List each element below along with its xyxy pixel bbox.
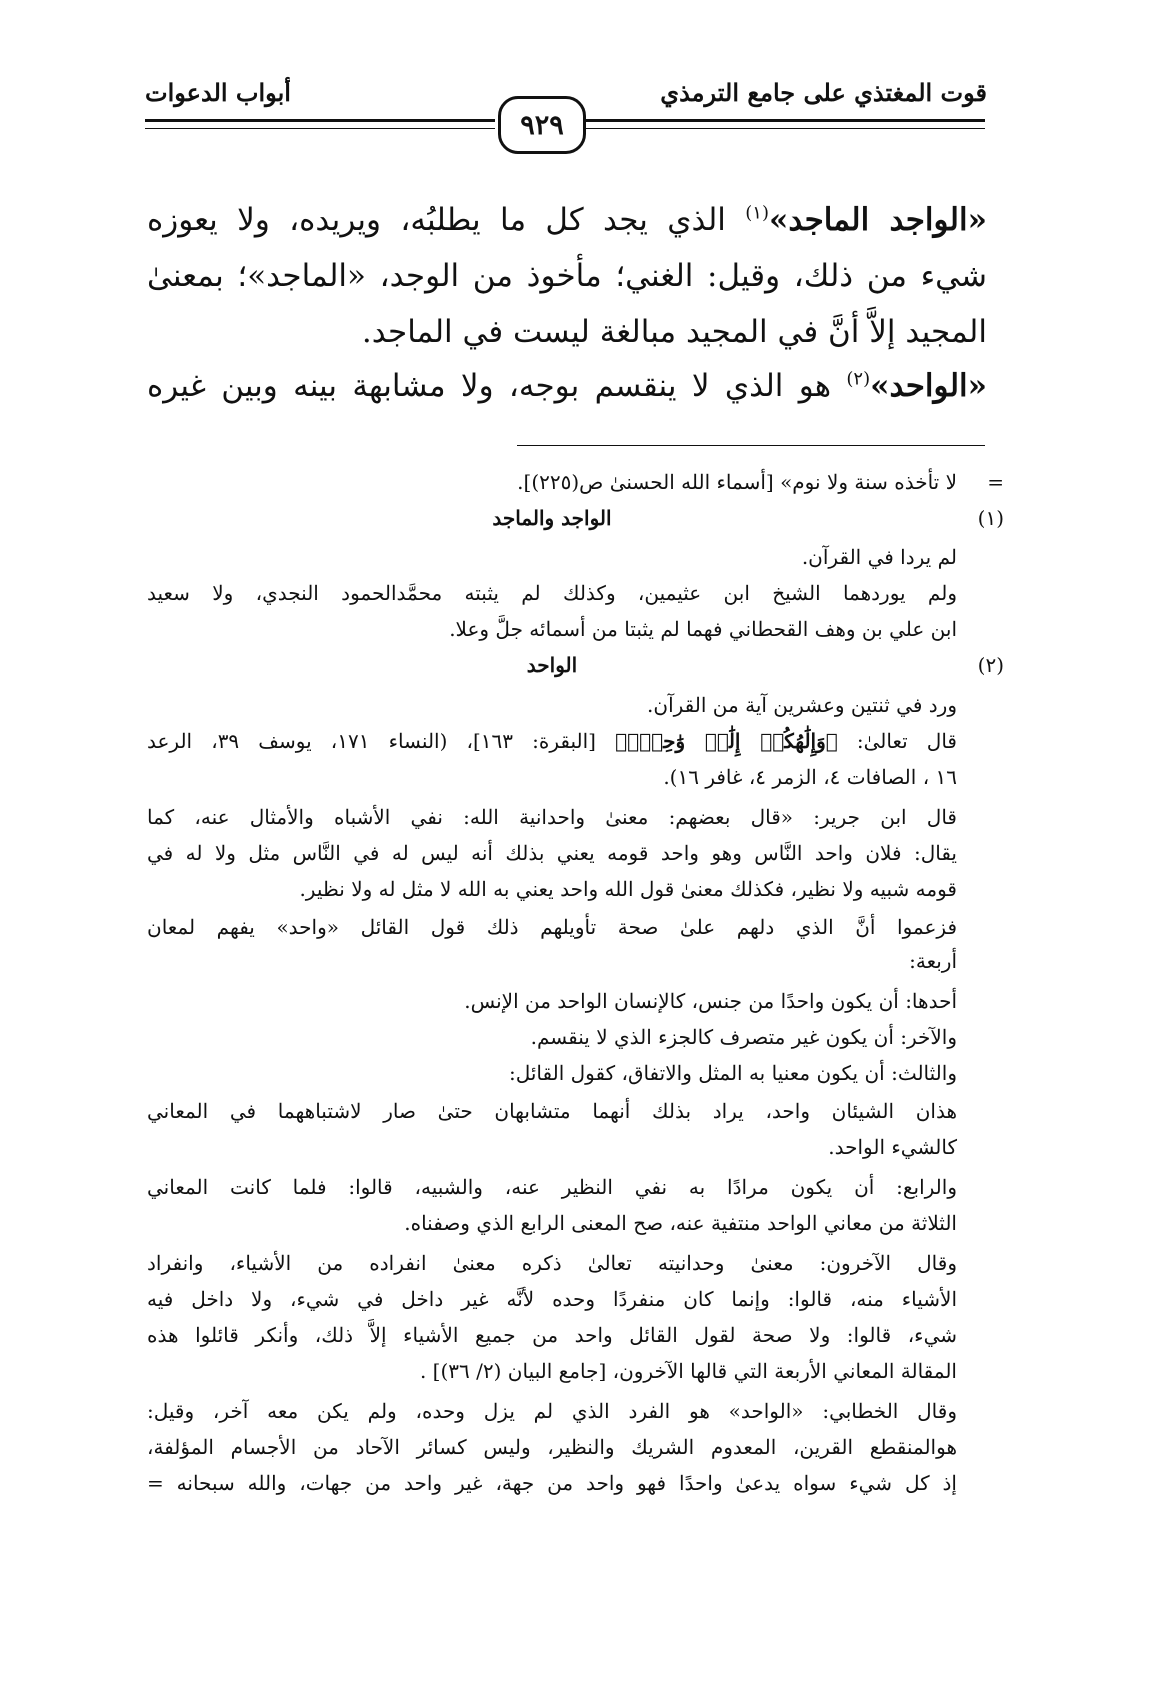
continuation-marker: = — [987, 470, 1004, 494]
footnote-line: ورد في ثنتين وعشرين آية من القرآن. — [647, 693, 957, 717]
term-wajid-majid: «الواجد الماجد» — [768, 202, 987, 238]
footnote-line: ابن علي بن وهف القحطاني فهما لم يثبتا من أسمائه جلَّ وعلا. — [449, 617, 957, 641]
footnote-line: شيء، قالوا: ولا صحة لقول القائل واحد من جميع الأشياء إلاَّ ذلك، وأنكر قائلوا هذه — [147, 1323, 957, 1347]
footnote-line: إذ كل شيء سواه يدعىٰ واحدًا فهو واحد من جهة، غير واحد من جهات، والله سبحانه = — [147, 1471, 957, 1495]
footnote-ref: (١) — [745, 202, 769, 224]
main-text-line — [147, 192, 987, 248]
footnote-line: والرابع: أن يكون مرادًا به نفي النظير عنه، والشبيه، قالوا: فلما كانت المعاني — [147, 1175, 957, 1199]
footnote-marker-2: (٢) — [977, 653, 1004, 677]
footnote-heading: الواحد — [526, 653, 578, 677]
footnote-line: أربعة: — [909, 949, 957, 973]
footnote-line: وقال الآخرون: معنىٰ وحدانيته تعالىٰ ذكره معنىٰ انفراده من الأشياء، وانفراد — [147, 1251, 957, 1275]
footnote-line: أحدها: أن يكون واحدًا من جنس، كالإنسان الواحد من الإنس. — [464, 989, 957, 1013]
footnote-line: كالشيء الواحد. — [828, 1135, 957, 1159]
footnote-ref: (٢) — [846, 368, 871, 390]
main-text-line: المجيد إلاَّ أنَّ في المجيد مبالغة ليست في الماجد. — [361, 314, 987, 350]
footnote-line: لا تأخذه سنة ولا نوم» [أسماء الله الحسنىٰ ص(٢٢٥)]. — [517, 470, 957, 494]
page-number: ٩٢٩ — [498, 96, 586, 154]
footnote-line: قال ابن جرير: «قال بعضهم: معنىٰ واحدانية الله: نفي الأشباه والأمثال عنه، كما — [147, 805, 957, 829]
footnote-line: قومه شبيه ولا نظير، فكذلك معنىٰ قول الله واحد يعني به الله لا مثل له ولا نظير. — [299, 877, 957, 901]
quran-verse: ﴿وَإِلَٰهُكُمۡ إِلَٰهٞ وَٰحِدٞۖ﴾ — [615, 729, 838, 753]
footnote-heading: الواجد والماجد — [492, 506, 612, 530]
footnote-fragment: قال تعالىٰ: — [837, 729, 957, 753]
footnote-line: هذان الشيئان واحد، يراد بذلك أنهما متشابهان حتىٰ صار لاشتباههما في المعاني — [147, 1099, 957, 1123]
main-text-fragment: هو الذي لا ينقسم بوجه، ولا مشابهة بينه وبين غيره — [147, 368, 847, 404]
footnote-line: لم يردا في القرآن. — [801, 545, 957, 569]
footnote-line: الثلاثة من معاني الواحد منتفية عنه، صح المعنى الرابع الذي وصفناه. — [404, 1211, 957, 1235]
footnote-line: ١٦ ، الصافات ٤، الزمر ٤، غافر ١٦). — [663, 765, 957, 789]
footnote-line — [147, 724, 957, 758]
main-text-line — [147, 358, 987, 414]
footnote-line: المقالة المعاني الأربعة التي قالها الآخرون، [جامع البيان (٢/ ٣٦)] . — [419, 1359, 957, 1383]
footnote-line: ولم يوردهما الشيخ ابن عثيمين، وكذلك لم يثبته محمَّدالحمود النجدي، ولا سعيد — [147, 581, 957, 605]
main-text-line: شيء من ذلك، وقيل: الغني؛ مأخوذ من الوجد، «الماجد»؛ بمعنىٰ — [147, 258, 987, 294]
header-rule-left-thick — [145, 119, 495, 122]
footnote-marker-1: (١) — [977, 506, 1004, 530]
header-rule-left-thin — [145, 128, 495, 129]
header-rule-right-thin — [585, 128, 985, 129]
footnote-line: هوالمنقطع القرين، المعدوم الشريك والنظير، وليس كسائر الآحاد من الأجسام المؤلفة، — [147, 1435, 957, 1459]
main-text-fragment: الذي يجد كل ما يطلبُه، ويريده، ولا يعوزه — [147, 202, 746, 238]
footnote-separator — [517, 445, 985, 446]
footnote-fragment: [البقرة: ١٦٣]، (النساء ١٧١، يوسف ٣٩، الرعد — [147, 729, 616, 753]
header-rule-right-thick — [585, 119, 985, 122]
footnote-line: والثالث: أن يكون معنيا به المثل والاتفاق، كقول القائل: — [508, 1061, 957, 1085]
footnote-line: والآخر: أن يكون غير متصرف كالجزء الذي لا ينقسم. — [530, 1025, 957, 1049]
term-wahid: «الواحد» — [870, 368, 987, 404]
footnote-line: الأشياء منه، قالوا: وإنما كان منفردًا وحده لأنَّه غير داخل في شيء، ولا داخل فيه — [147, 1287, 957, 1311]
section-title: أبواب الدعوات — [145, 78, 291, 107]
footnote-line: فزعموا أنَّ الذي دلهم علىٰ صحة تأويلهم ذلك قول القائل «واحد» يفهم لمعان — [147, 915, 957, 939]
footnote-line: وقال الخطابي: «الواحد» هو الفرد الذي لم يزل وحده، ولم يكن معه آخر، وقيل: — [147, 1399, 957, 1423]
footnote-line: يقال: فلان واحد النَّاس وهو واحد قومه يعني بذلك أنه ليس له في النَّاس مثل ولا له في — [147, 841, 957, 865]
book-title: قوت المغتذي على جامع الترمذي — [660, 78, 987, 107]
